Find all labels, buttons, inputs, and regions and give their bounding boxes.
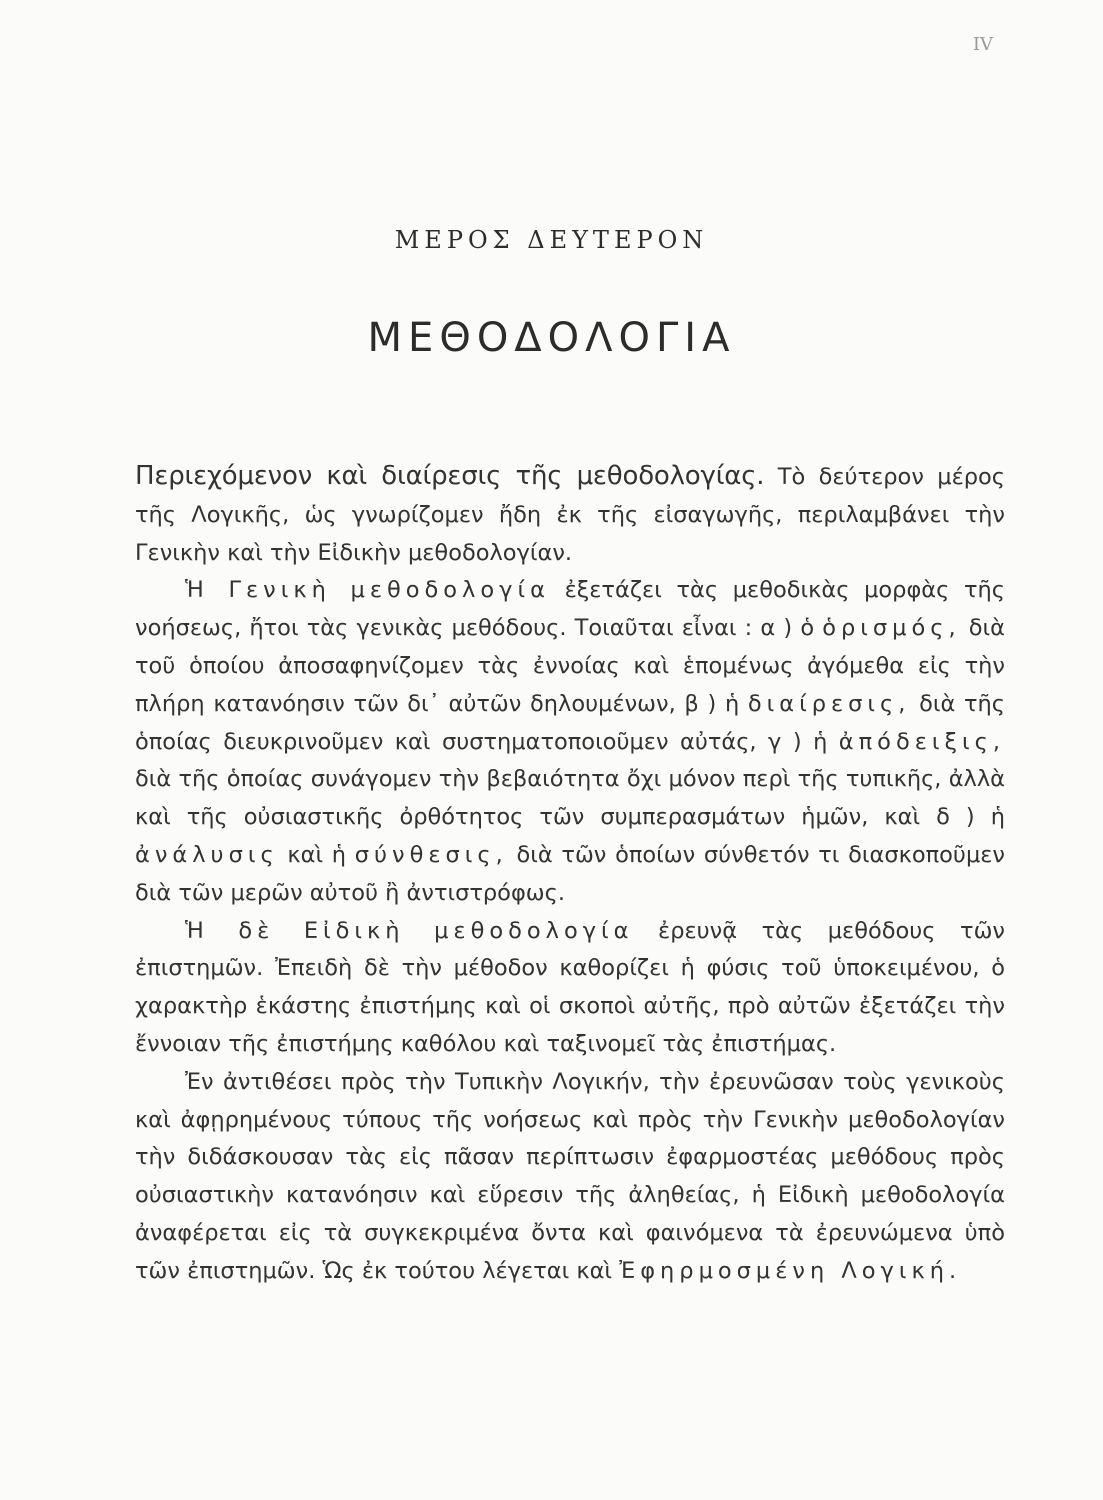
spaced-term: σύνθεσις, [354,841,508,868]
paragraph-applied-logic [135,1064,1005,1291]
spaced-term: ἀνάλυσις [135,841,279,868]
paragraph-general-methodology [135,572,1005,912]
part-heading: ΜΕΡΟΣ ΔΕΥΤΕΡΟΝ [394,226,709,254]
spaced-term: ἀπόδειξις, [838,728,1005,755]
paragraph-lead-heading: Περιεχόμενον καὶ διαίρεσις τῆς μεθοδολογίας. [135,461,765,491]
paragraph-special-methodology [135,913,1005,1064]
paragraph-text: ἐρευνᾷ τὰς μεθόδους τῶν ἐπιστημῶν. Ἐπειδὴ δὲ τὴν μέθοδον καθορίζει ἡ φύσις τοῦ ὑποκειμένου, ὁ χαρακτὴρ ἑκάστης ἐπιστήμης καὶ οἱ σκοποὶ αὐτῆς, πρὸ αὐτῶν ἐξετάζει τὴν ἔννοιαν τῆς ἐπιστήμης καθόλου καὶ ταξινομεῖ τὰς ἐπιστήμας. [135,917,1006,1057]
paragraph-text: Τὸ δεύτερον μέρος τῆς Λογικῆς, ὡς γνωρίζομεν ἤδη ἐκ τῆς εἰσαγωγῆς, περιλαμβάνει τὴν Γενικὴν καὶ τὴν Εἰδικὴν μεθοδολογίαν. [135,464,1006,566]
paragraph-introduction [135,458,1005,572]
section-title: ΜΕΘΟΔΟΛΟΓΙΑ [367,315,736,361]
spaced-term: Ἐφηρμοσμένη Λογική. [619,1257,962,1284]
paragraph-text: διὰ τῆς ὁποίας συνάγομεν τὴν βεβαιότητα ὄχι μόνον περὶ τῆς τυπικῆς, ἀλλὰ καὶ τῆς οὐσιαστικῆς ὀρθότητος τῶν συμπερασμάτων ἡμῶν, καὶ δ ) ἡ [135,766,1005,831]
paragraph-text: καὶ ἡ [278,841,355,868]
page-number: IV [972,34,993,55]
paragraph-text: διὰ τῆς ὁποίας διευκρινοῦμεν καὶ συστηματοποιοῦμεν αὐτάς, γ ) ἡ [135,690,1006,755]
paragraph-text: διὰ τῶν ὁποίων σύνθετόν τι διασκοποῦμεν διὰ τῶν μερῶν αὐτοῦ ἢ ἀντιστρόφως. [135,841,1005,906]
paragraph-text: ἐξετάζει τὰς μεθοδικὰς μορφὰς τῆς νοήσεως, ἤτοι τὰς γενικὰς μεθόδους. Τοιαῦται εἶναι : α ) ὁ [135,577,1005,642]
spaced-term: ὁρισμός, [822,615,961,642]
spaced-term: διαίρεσις, [747,690,911,717]
spaced-term: Ἡ δὲ Εἰδικὴ μεθοδολογία [185,917,634,944]
paragraph-text: Ἐν ἀντιθέσει πρὸς τὴν Τυπικὴν Λογικήν, τὴν ἐρευνῶσαν τοὺς γενικοὺς καὶ ἀφῃρημένους τύπους τῆς νοήσεως καὶ πρὸς τὴν Γενικὴν μεθοδολογίαν τὴν διδάσκουσαν τὰς εἰς πᾶσαν περίπτωσιν ἐφαρμοστέας μεθόδους πρὸς οὐσιαστικὴν κατανόησιν καὶ εὕρεσιν τῆς ἀληθείας, ἡ Εἰδικὴ μεθοδολογία ἀναφέρεται εἰς τὰ συγκεκριμένα ὄντα καὶ φαινόμενα τὰ ἐρευνώμενα ὑπὸ τῶν ἐπιστημῶν. Ὡς ἐκ τούτου λέγεται καὶ [135,1068,1005,1284]
body-text [135,458,1005,1291]
spaced-term: Ἡ Γενικὴ μεθοδολογία [185,577,550,604]
paragraph-text: διὰ τοῦ ὁποίου ἀποσαφηνίζομεν τὰς ἐννοίας καὶ ἑπομένως ἀγόμεθα εἰς τὴν πλήρη κατανόησιν τῶν δι᾽ αὐτῶν δηλουμένων, β ) ἡ [135,615,1005,717]
